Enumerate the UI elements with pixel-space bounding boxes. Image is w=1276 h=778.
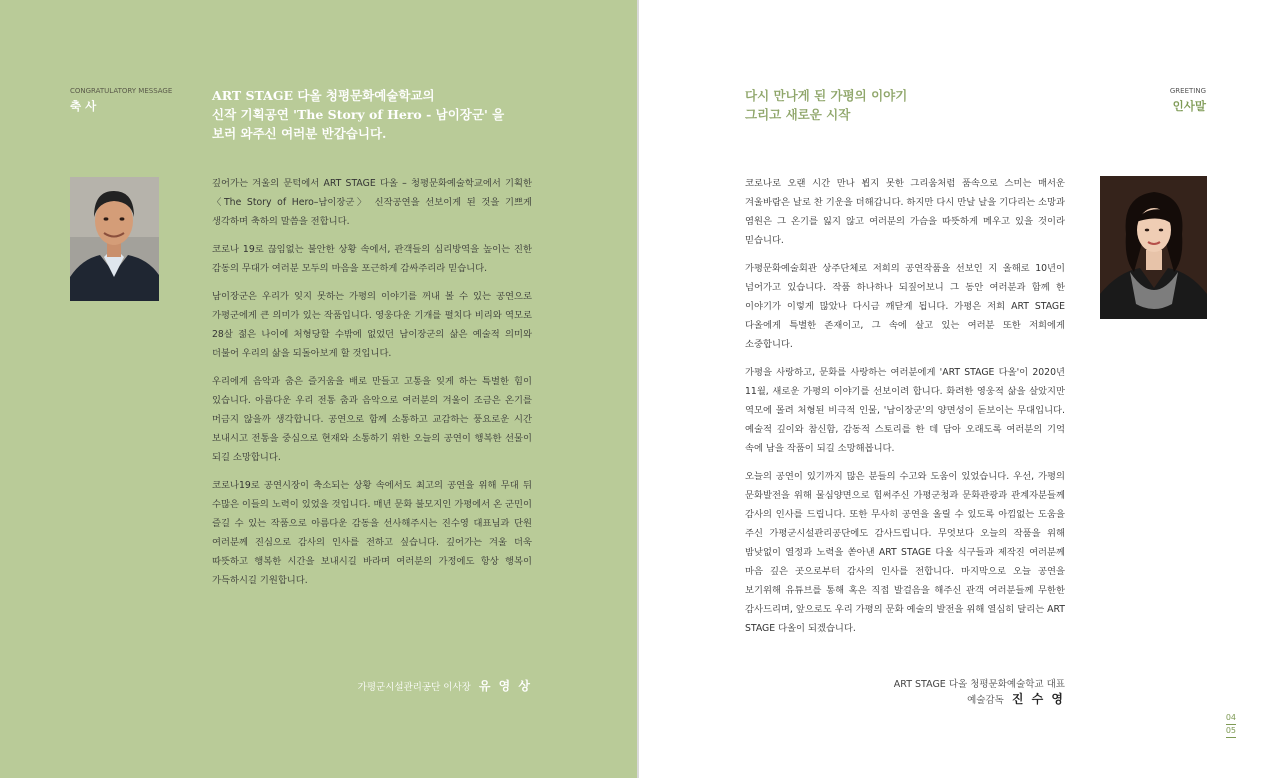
right-body: [745, 174, 1065, 647]
right-signature-title: 예술감독: [967, 695, 1004, 706]
page-numbers: [1226, 712, 1236, 738]
page-number-left: 04: [1226, 712, 1236, 725]
section-label-ko: 축 사: [70, 99, 97, 113]
right-signature-org: ART STAGE 다올 청평문화예술학교 대표: [893, 679, 1065, 690]
left-paragraph-2: 코로나 19로 끊임없는 불안한 상황 속에서, 관객들의 심리방역을 높이는 진한 감동의 무대가 여러분 모두의 마음을 포근하게 감싸주리라 믿습니다.: [212, 244, 532, 274]
right-paragraph-4: 오늘의 공연이 있기까지 많은 분들의 수고와 도움이 있었습니다. 우선, 가평의 문화발전을 위해 물심양면으로 힘써주신 가평군청과 문화관광과 관계자분들께 감사의 인사를 드립니다. 또한 무사히 공연을 올릴 수 있도록 아낌없는 도움을 주신 가평군시설관리공단에도 감사드립니다. 무엇보다 오늘의 작품을 위해 밤낮없이 열정과 노력을 쏟아낸 ART STAGE 다올 식구들과 제작진 여러분께 마음 깊은 곳으로부터 감사의 인사를 전합니다. 마지막으로 오늘 공연을 보기위해 유튜브를 통해 혹은 직접 발걸음을 해주신 관객 여러분들께 무한한 감사드리며, 앞으로도 우리 가평의 문화 예술의 발전을 위해 열심히 달리는 ART STAGE 다올이 되겠습니다.: [745, 471, 1065, 634]
right-signature: [967, 690, 1065, 707]
left-body: [212, 174, 532, 599]
left-signature: [358, 677, 532, 694]
right-paragraph-3: 가평을 사랑하고, 문화를 사랑하는 여러분에게 'ART STAGE 다올'이 2020년 11월, 새로운 가평의 이야기를 선보이려 합니다. 화려한 영웅적 삶을 살았지만 역모에 몰려 처형된 비극적 인물, '남이장군'의 양면성이 돋보이는 무대입니다. 예술적 깊이와 참신함, 감동적 스토리를 한 데 담아 오래도록 여러분의 기억 속에 남을 작품이 되길 소망해봅니다.: [745, 367, 1065, 454]
section-label-en-right: GREETING: [1169, 87, 1206, 95]
portrait-photo-left: [70, 177, 159, 301]
right-headline: [745, 86, 907, 124]
portrait-man-icon: [70, 177, 159, 301]
page-number-right: 05: [1226, 725, 1236, 738]
left-signature-title: 가평군시설관리공단 이사장: [357, 682, 471, 693]
portrait-woman-icon: [1100, 176, 1207, 319]
section-label-ko-right: 인사말: [1172, 99, 1206, 113]
left-paragraph-5: 코로나19로 공연시장이 축소되는 상황 속에서도 최고의 공연을 위해 무대 뒤 수많은 이들의 노력이 있었을 것입니다. 매년 문화 불모지인 가평에서 온 군민이 즐길 수 있는 작품으로 아름다운 감동을 선사해주시는 진수영 대표님과 단원 여러분께 진심으로 감사의 인사를 전하고 싶습니다. 깊어가는 겨울 더욱 따뜻하고 행복한 시간을 보내시길 바라며 여러분의 가정에도 항상 행복이 가득하시길 기원합니다.: [212, 480, 532, 586]
left-signature-name: 유 영 상: [478, 679, 532, 693]
left-paragraph-3: 남이장군은 우리가 잊지 못하는 가평의 이야기를 꺼내 볼 수 있는 공연으로 가평군에게 큰 의미가 있는 작품입니다. 영웅다운 기개를 펼치다 비리와 역모로 28살 젊은 나이에 처형당할 수밖에 없었던 남이장군의 삶은 예술적 의미와 더불어 우리의 삶을 되돌아보게 할 것입니다.: [212, 291, 532, 359]
right-signature-name: 진 수 영: [1011, 692, 1065, 706]
left-headline-line-3: 보러 와주신 여러분 반갑습니다.: [212, 126, 387, 141]
right-paragraph-1: 코로나로 오랜 시간 만나 뵙지 못한 그리움처럼 품속으로 스미는 매서운 겨울바람은 날로 찬 기운을 더해갑니다. 하지만 다시 만날 날을 기다리는 소망과 염원은 그 온기를 잃지 않고 여러분의 가슴을 따뜻하게 메우고 있을 것이라 믿습니다.: [745, 178, 1065, 246]
left-headline: [212, 86, 504, 143]
left-paragraph-1: 깊어가는 겨울의 문턱에서 ART STAGE 다올 – 청평문화예술학교에서 기획한 〈The Story of Hero–남이장군〉 신작공연을 선보이게 된 것을 기쁘게 생각하며 축하의 말씀을 전합니다.: [212, 178, 532, 227]
left-page: [0, 0, 637, 778]
right-page: [639, 0, 1276, 778]
right-headline-line-2: 그리고 새로운 시작: [745, 107, 851, 122]
section-label-en: CONGRATULATORY MESSAGE: [70, 87, 173, 95]
left-headline-line-2: 신작 기획공연 'The Story of Hero - 남이장군' 을: [212, 107, 505, 122]
left-headline-line-1: ART STAGE 다올 청평문화예술학교의: [212, 88, 435, 103]
right-headline-line-1: 다시 만나게 된 가평의 이야기: [745, 88, 908, 103]
left-paragraph-4: 우리에게 음악과 춤은 즐거움을 배로 만들고 고통을 잊게 하는 특별한 힘이 있습니다. 아름다운 우리 전통 춤과 음악으로 여러분의 겨울이 조금은 온기를 머금지 않을까 생각합니다. 공연으로 함께 소통하고 교감하는 풍요로운 시간 보내시고 전통을 중심으로 현재와 소통하기 위한 오늘의 공연이 행복한 선물이 되길 소망합니다.: [212, 376, 532, 463]
right-paragraph-2: 가평문화예술회관 상주단체로 저희의 공연작품을 선보인 지 올해로 10년이 넘어가고 있습니다. 작품 하나하나 되짚어보니 그 동안 여러분과 함께 한 이야기가 이렇게 많았나 다시금 깨닫게 됩니다. 가평은 저희 ART STAGE 다올에게 특별한 존재이고, 그 속에 살고 있는 여러분 또한 저희에게 소중합니다.: [745, 263, 1065, 350]
portrait-photo-right: [1100, 176, 1207, 319]
